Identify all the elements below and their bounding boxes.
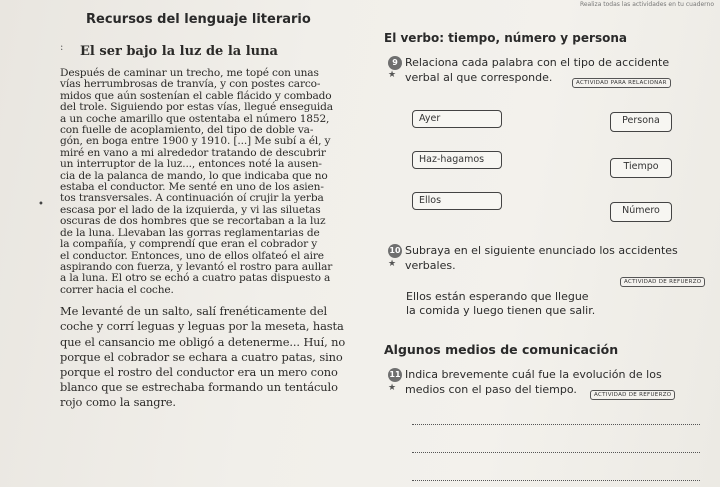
word-box-numero: Número	[610, 202, 672, 222]
bullet-mark: •	[38, 199, 44, 210]
story-line: de la luna. Llevaban las gorras reglamentarias de	[60, 226, 320, 239]
sentence-line2: la comida y luego tienen que salir.	[406, 304, 596, 317]
answer-line-1[interactable]	[412, 424, 700, 425]
activity-tag-reinforcement-2: ACTIVIDAD DE REFUERZO	[590, 390, 675, 400]
story-line: a un coche amarillo que ostentaba el número 1852,	[60, 112, 330, 125]
exercise-11-line2: medios con el paso del tiempo.	[405, 383, 577, 396]
exercise-number-9: 9	[388, 56, 402, 70]
story-line: escasa por el lado de la izquierda, y vi las siluetas	[60, 203, 321, 216]
story-line: rojo como la sangre.	[60, 395, 176, 410]
colon-mark: :	[60, 42, 64, 53]
exercise-10-line1: Subraya en el siguiente enunciado los accidentes	[405, 244, 678, 257]
answer-line-2[interactable]	[412, 452, 700, 453]
exercise-number-10: 10	[388, 244, 402, 258]
story-line: porque el rostro del conductor era un mero cono	[60, 364, 338, 379]
story-paragraph-1	[60, 68, 380, 296]
story-paragraph-2	[60, 304, 380, 410]
story-line: Después de caminar un trecho, me topé con unas	[60, 67, 319, 79]
exercise-9-line1: Relaciona cada palabra con el tipo de accidente	[405, 56, 670, 69]
word-box-ayer: Ayer	[412, 110, 502, 128]
story-column	[60, 44, 380, 411]
exercise-11-line1: Indica brevemente cuál fue la evolución de los	[405, 368, 662, 381]
word-box-persona: Persona	[610, 112, 672, 132]
story-line: la compañía, y comprendí que eran el cobrador y	[60, 238, 318, 251]
exercise-10-line2: verbales.	[405, 259, 456, 272]
story-line: gón, en boga entre 1900 y 1910. [...] Me subí a él, y	[60, 135, 331, 148]
story-line: blanco que se estrechaba formando un tentáculo	[60, 380, 338, 395]
section-title-verb: El verbo: tiempo, número y persona	[384, 31, 627, 45]
sentence-to-underline	[406, 290, 595, 318]
story-line: un interruptor de la luz..., entonces noté la ausen-	[60, 158, 322, 171]
exercise-number-11: 11	[388, 368, 402, 382]
answer-line-3[interactable]	[412, 480, 700, 481]
section-title-literary-resources: Recursos del lenguaje literario	[86, 12, 311, 27]
story-line: aspirando con fuerza, y levantó el rostro para aullar	[60, 260, 333, 273]
word-box-ellos: Ellos	[412, 192, 502, 210]
activity-tag-relate: ACTIVIDAD PARA RELACIONAR	[572, 78, 671, 88]
exercise-9-line2: verbal al que corresponde.	[405, 71, 553, 84]
activity-tag-reinforcement: ACTIVIDAD DE REFUERZO	[620, 277, 705, 287]
word-box-tiempo: Tiempo	[610, 158, 672, 178]
story-line: del trole. Siguiendo por estas vías, llegué enseguida	[60, 101, 333, 114]
story-line: midos que aún sostenían el cable flácido y combado	[60, 89, 332, 102]
story-line: tos transversales. A continuación oí crujir la yerba	[60, 192, 324, 205]
story-line: correr hacia el coche.	[60, 283, 174, 296]
story-line: miré en vano a mi alrededor tratando de descubrir	[60, 146, 326, 159]
story-line: a la luna. El otro se echó a cuatro patas dispuesto a	[60, 272, 331, 285]
story-line: estaba el conductor. Me senté en uno de los asien-	[60, 181, 324, 194]
section-title-media: Algunos medios de comunicación	[384, 342, 619, 357]
story-line: vías herrumbrosas de tranvía, y con postes carco-	[60, 78, 321, 91]
sentence-line1: Ellos están esperando que llegue	[406, 290, 589, 303]
story-line: porque el cobrador se echara a cuatro patas, sino	[60, 349, 343, 364]
story-line: oscuras de dos hombres que se recortaban a la luz	[60, 215, 326, 228]
story-line: con fuelle de acoplamiento, del tipo de doble va-	[60, 124, 314, 137]
story-line: el conductor. Entonces, uno de ellos olfateó el aire	[60, 249, 324, 262]
exercise-10	[388, 243, 678, 273]
story-line: que el cansancio me obligó a detenerme... Huí, no	[60, 334, 346, 349]
header-note: Realiza todas las actividades en tu cuaderno	[579, 1, 714, 8]
story-title: El ser bajo la luz de la luna	[80, 44, 278, 59]
story-line: Me levanté de un salto, salí frenéticamente del	[60, 304, 328, 319]
word-box-haz-hagamos: Haz-hagamos	[412, 151, 502, 169]
star-icon: ★	[388, 70, 397, 80]
story-line: cia de la palanca de mando, lo que indicaba que no	[60, 169, 328, 182]
story-line: coche y corrí leguas y leguas por la meseta, hasta	[60, 319, 344, 334]
star-icon: ★	[388, 383, 397, 393]
star-icon: ★	[388, 259, 397, 269]
